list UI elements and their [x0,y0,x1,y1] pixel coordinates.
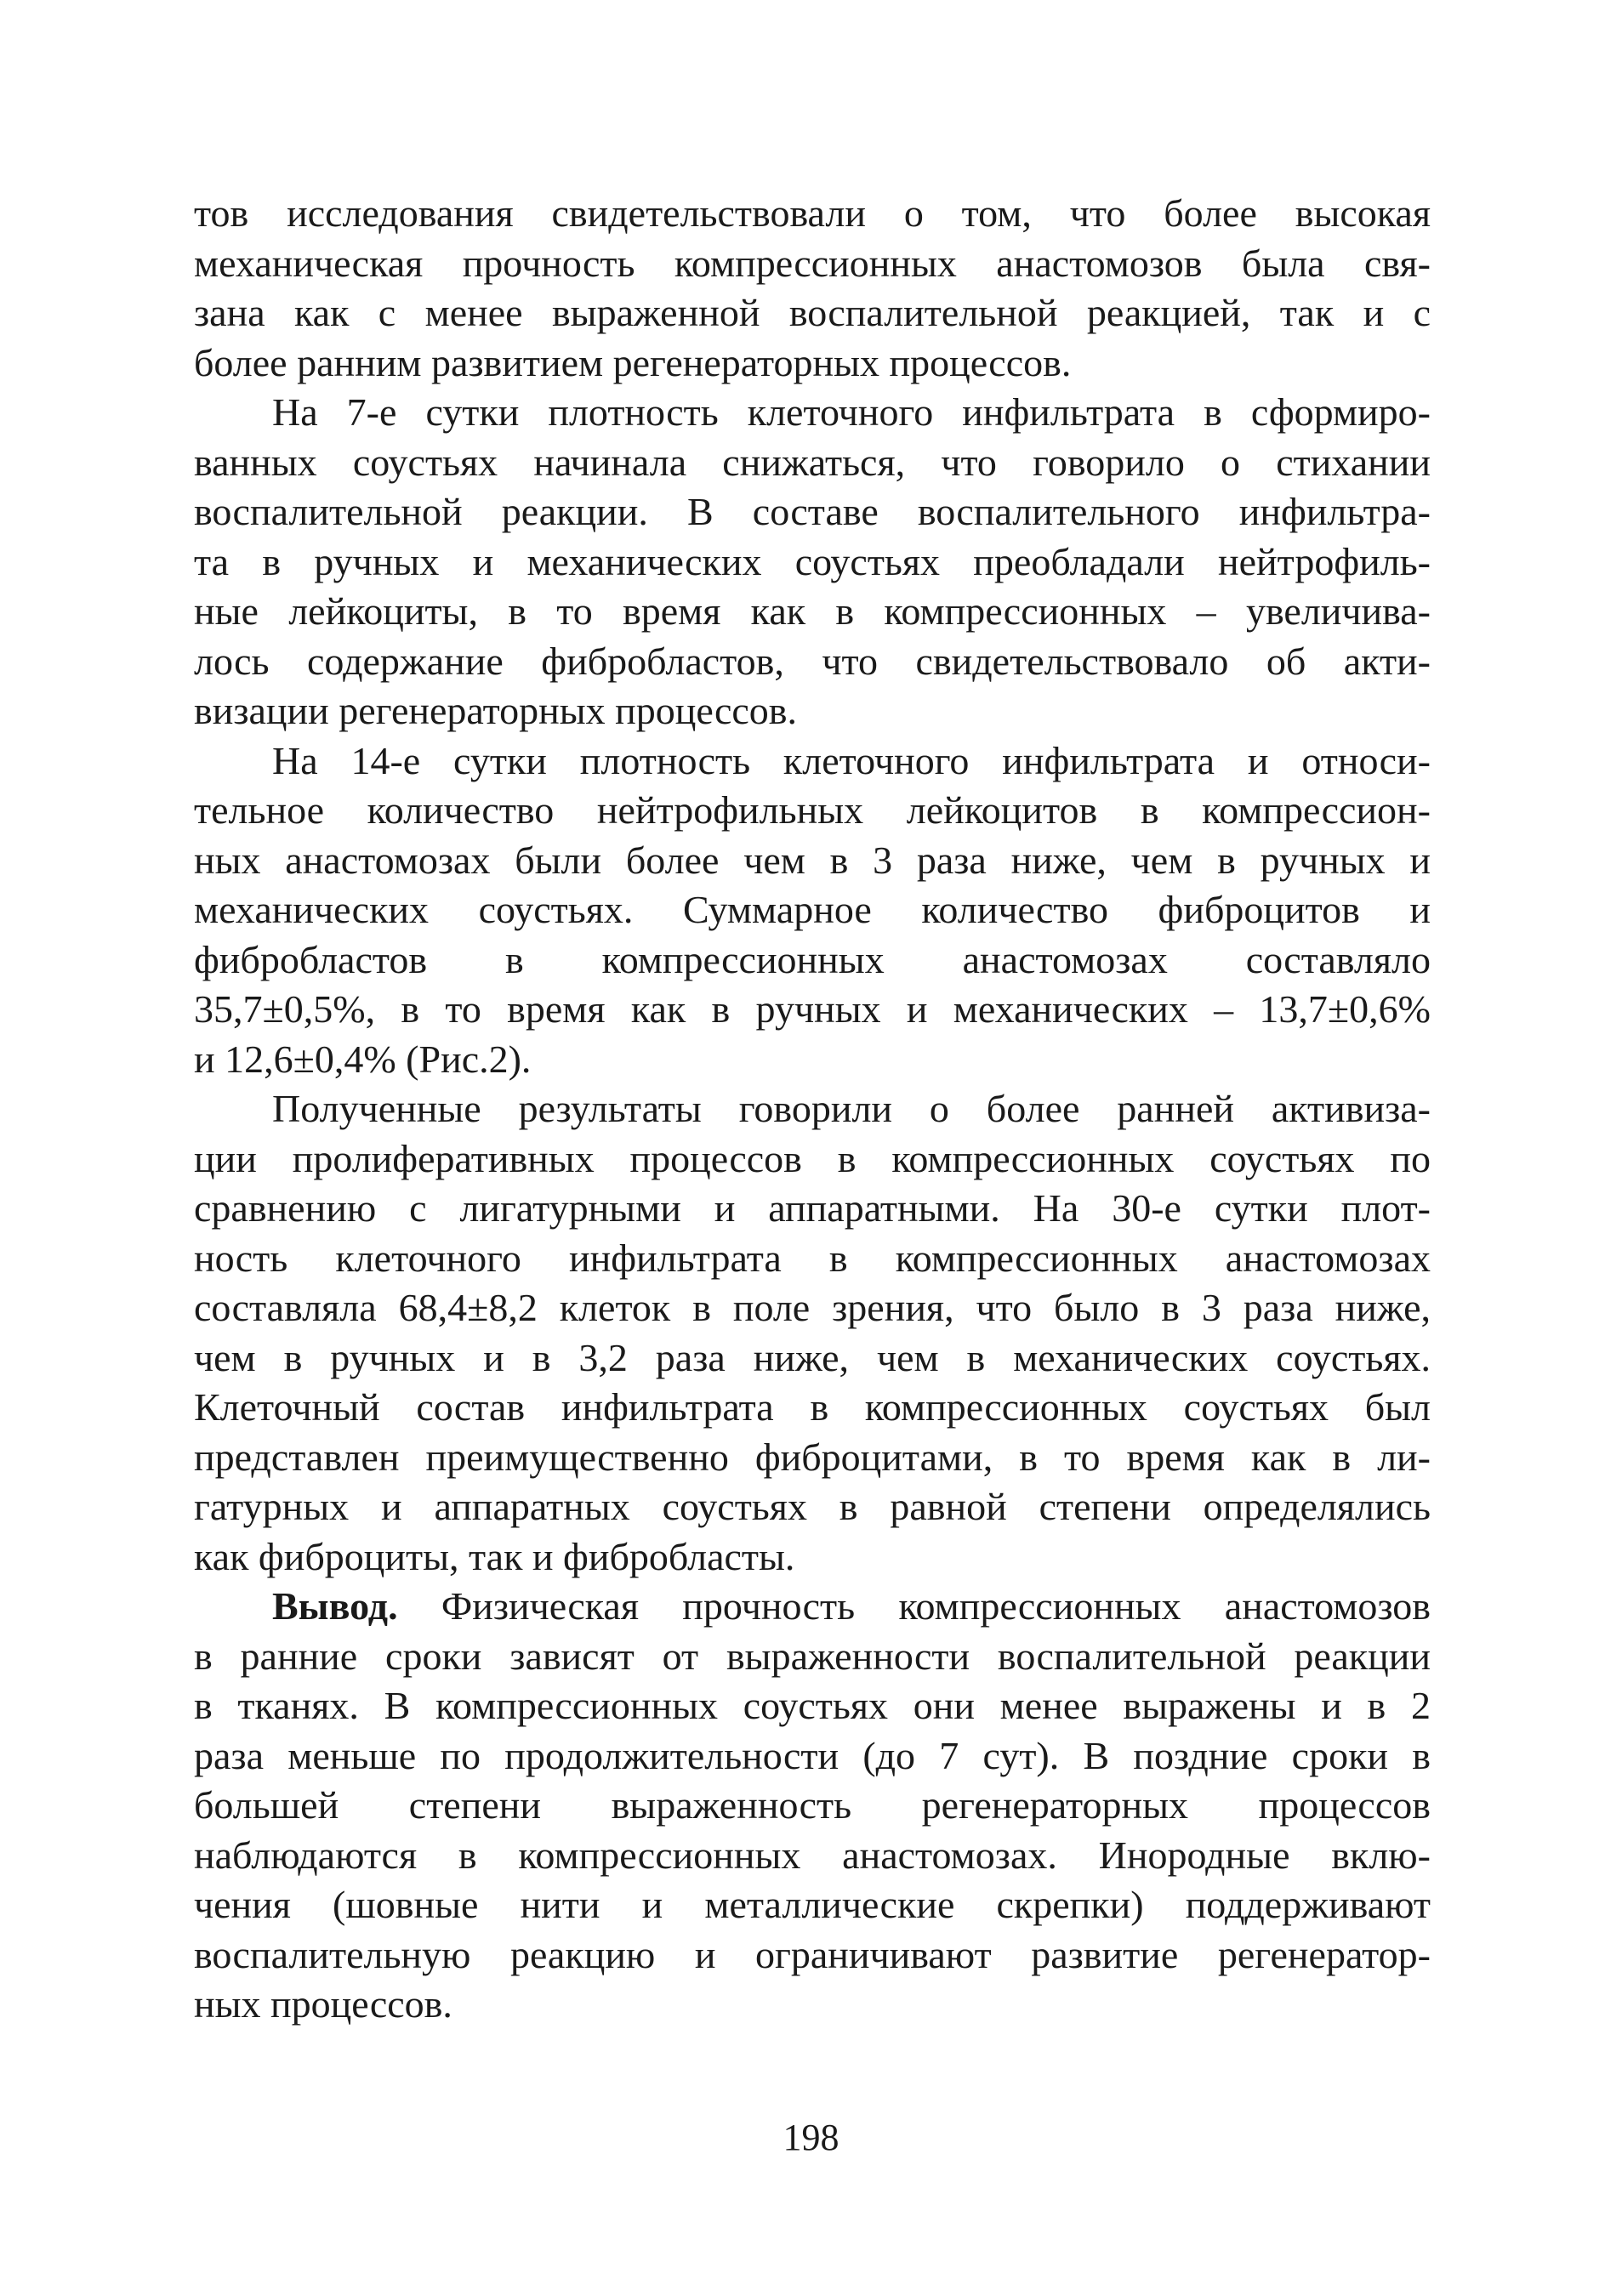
text-line: визации регенераторных процессов. [194,689,798,732]
text-line: большей степени выраженность регенераторных процессов [194,1783,1431,1827]
text-line: в тканях. В компрессионных соустьях они менее выражены и в 2 [194,1684,1431,1727]
text-line: воспалительную реакцию и ограничивают развитие регенератор- [194,1932,1431,1976]
text-line: На 7-е сутки плотность клеточного инфильтрата в сформиро- [272,390,1431,434]
text-line: фибробластов в компрессионных анастомозах составляло [194,937,1431,981]
text-line: ные лейкоциты, в то время как в компрессионных – увеличива- [194,589,1431,633]
text-line: более ранним развитием регенераторных процессов. [194,340,1072,384]
text-line: зана как с менее выраженной воспалительной реакцией, так и с [194,291,1431,334]
text-line: ных анастомозах были более чем в 3 раза ниже, чем в ручных и [194,838,1431,882]
text-line: гатурных и аппаратных соустьях в равной степени определялись [194,1485,1431,1528]
text-line: механических соустьях. Суммарное количество фиброцитов и [194,888,1431,931]
paragraph-day-7 [194,388,1431,736]
paragraph-conclusion [194,1582,1431,2030]
text-line: 35,7±0,5%, в то время как в ручных и механических – 13,7±0,6% [194,987,1431,1031]
text-line: и 12,6±0,4% (Рис.2). [194,1037,532,1081]
text-line: тельное количество нейтрофильных лейкоцитов в компрессион- [194,788,1431,832]
text-line: в ранние сроки зависят от выраженности воспалительной реакции [194,1634,1431,1678]
text-line: та в ручных и механических соустьях преобладали нейтрофиль- [194,539,1431,583]
text-line: ность клеточного инфильтрата в компрессионных анастомозах [194,1236,1431,1280]
text-line: Клеточный состав инфильтрата в компрессионных соустьях был [194,1385,1431,1429]
body-text [194,189,1431,2030]
text-line: воспалительной реакции. В составе воспалительного инфильтра- [194,490,1431,533]
text-line: представлен преимущественно фиброцитами, в то время как в ли- [194,1435,1431,1479]
text-line: чения (шовные нити и металлические скрепки) поддерживают [194,1883,1431,1926]
paragraph-day-14 [194,736,1431,1085]
text-line: Полученные результаты говорили о более ранней активиза- [272,1087,1431,1130]
text-line: раза меньше по продолжительности (до 7 сут). В поздние сроки в [194,1733,1431,1777]
text-line: механическая прочность компрессионных анастомозов была свя- [194,241,1431,285]
paragraph-day-30 [194,1084,1431,1582]
conclusion-label: Вывод. [272,1584,398,1628]
text-line: ных процессов. [194,1982,452,2026]
text-line: чем в ручных и в 3,2 раза ниже, чем в механических соустьях. [194,1335,1431,1379]
text-line: как фиброциты, так и фибробласты. [194,1534,795,1578]
text-line: На 14-е сутки плотность клеточного инфильтрата и относи- [272,738,1431,782]
text-line: сравнению с лигатурными и аппаратными. На 30-е сутки плот- [194,1186,1431,1230]
text-line: тов исследования свидетельствовали о том, что более высокая [194,191,1431,235]
text-line: наблюдаются в компрессионных анастомозах. Инородные вклю- [194,1833,1431,1877]
text-line: лось содержание фибробластов, что свидетельствовало об акти- [194,639,1431,683]
text-line [194,1582,1431,1632]
text-line: составляла 68,4±8,2 клеток в поле зрения, что было в 3 раза ниже, [194,1286,1431,1329]
conclusion-first-line: Физическая прочность компрессионных анастомозов [441,1584,1431,1628]
paragraph-continuation [194,189,1431,388]
text-line: ции пролиферативных процессов в компрессионных соустьях по [194,1136,1431,1180]
text-line: ванных соустьях начинала снижаться, что говорило о стихании [194,440,1431,484]
page-number: 198 [783,2117,839,2158]
